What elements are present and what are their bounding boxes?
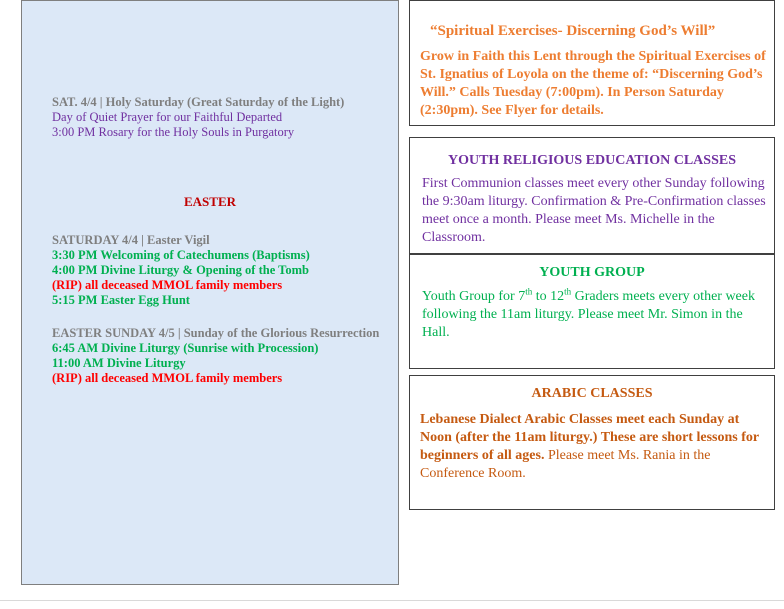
arabic-classes-bold-text: Lebanese Dialect Arabic Classes meet each Sunday at Noon (after the 11am liturgy.) These are short lessons for beginners of all ages.: [420, 412, 759, 463]
religious-education-title: YOUTH RELIGIOUS EDUCATION CLASSES: [448, 153, 736, 168]
easter-vigil-block: [52, 233, 392, 308]
youth-group-sup-a: th: [525, 286, 533, 297]
religious-education-box: [409, 137, 775, 254]
easter-vigil-header: SATURDAY 4/4 | Easter Vigil: [52, 233, 210, 247]
arabic-classes-box: [409, 375, 775, 510]
youth-group-text-c: Graders meets every other week following the 11am liturgy. Please meet Mr. Simon in the Hall.: [422, 289, 755, 340]
eleven-liturgy-line: 11:00 AM Divine Liturgy: [52, 356, 186, 370]
easter-heading: EASTER: [183, 194, 237, 209]
arabic-classes-rest-text: Please meet Ms. Rania in the Conference Room.: [420, 448, 711, 481]
sunrise-liturgy-line: 6:45 AM Divine Liturgy (Sunrise with Procession): [52, 341, 319, 355]
egg-hunt-line: 5:15 PM Easter Egg Hunt: [52, 293, 190, 307]
spiritual-exercises-box: [409, 0, 775, 126]
catechumens-line: 3:30 PM Welcoming of Catechumens (Baptisms): [52, 248, 310, 262]
sunday-rip-line: (RIP) all deceased MMOL family members: [52, 371, 283, 385]
rosary-line: 3:00 PM Rosary for the Holy Souls in Purgatory: [52, 125, 295, 139]
easter-sunday-block: [52, 326, 397, 386]
holy-saturday-header: SAT. 4/4 | Holy Saturday (Great Saturday of the Light): [52, 95, 345, 109]
quiet-prayer-line: Day of Quiet Prayer for our Faithful Departed: [52, 110, 283, 124]
youth-group-title: YOUTH GROUP: [539, 265, 645, 280]
holy-saturday-block: [52, 95, 392, 140]
youth-group-box: [409, 254, 775, 369]
easter-sunday-header: EASTER SUNDAY 4/5 | Sunday of the Glorious Resurrection: [52, 326, 380, 340]
spiritual-exercises-body: Grow in Faith this Lent through the Spiritual Exercises of St. Ignatius of Loyola on the theme of: “Discerning God’s Will.” Calls Tuesday (7:00pm). In Person Saturday (2:30pm). See Flyer for details.: [420, 49, 766, 118]
youth-group-text-a: Youth Group for 7: [422, 289, 526, 304]
bottom-divider: [0, 600, 784, 601]
vigil-rip-line: (RIP) all deceased MMOL family members: [52, 278, 283, 292]
youth-group-body: [422, 288, 767, 342]
youth-group-text-b: to 12: [532, 289, 565, 304]
vigil-liturgy-line: 4:00 PM Divine Liturgy & Opening of the Tomb: [52, 263, 309, 277]
arabic-classes-title: ARABIC CLASSES: [531, 386, 653, 401]
spiritual-exercises-title: “Spiritual Exercises- Discerning God’s Will”: [430, 23, 716, 39]
youth-group-sup-b: th: [564, 286, 572, 297]
arabic-classes-body: [420, 411, 770, 483]
religious-education-body: First Communion classes meet every other Sunday following the 9:30am liturgy. Confirmation & Pre-Confirmation classes meet once a month. Please meet Ms. Michelle in the Classroom.: [422, 176, 766, 245]
holy-week-schedule-panel: [21, 0, 399, 585]
